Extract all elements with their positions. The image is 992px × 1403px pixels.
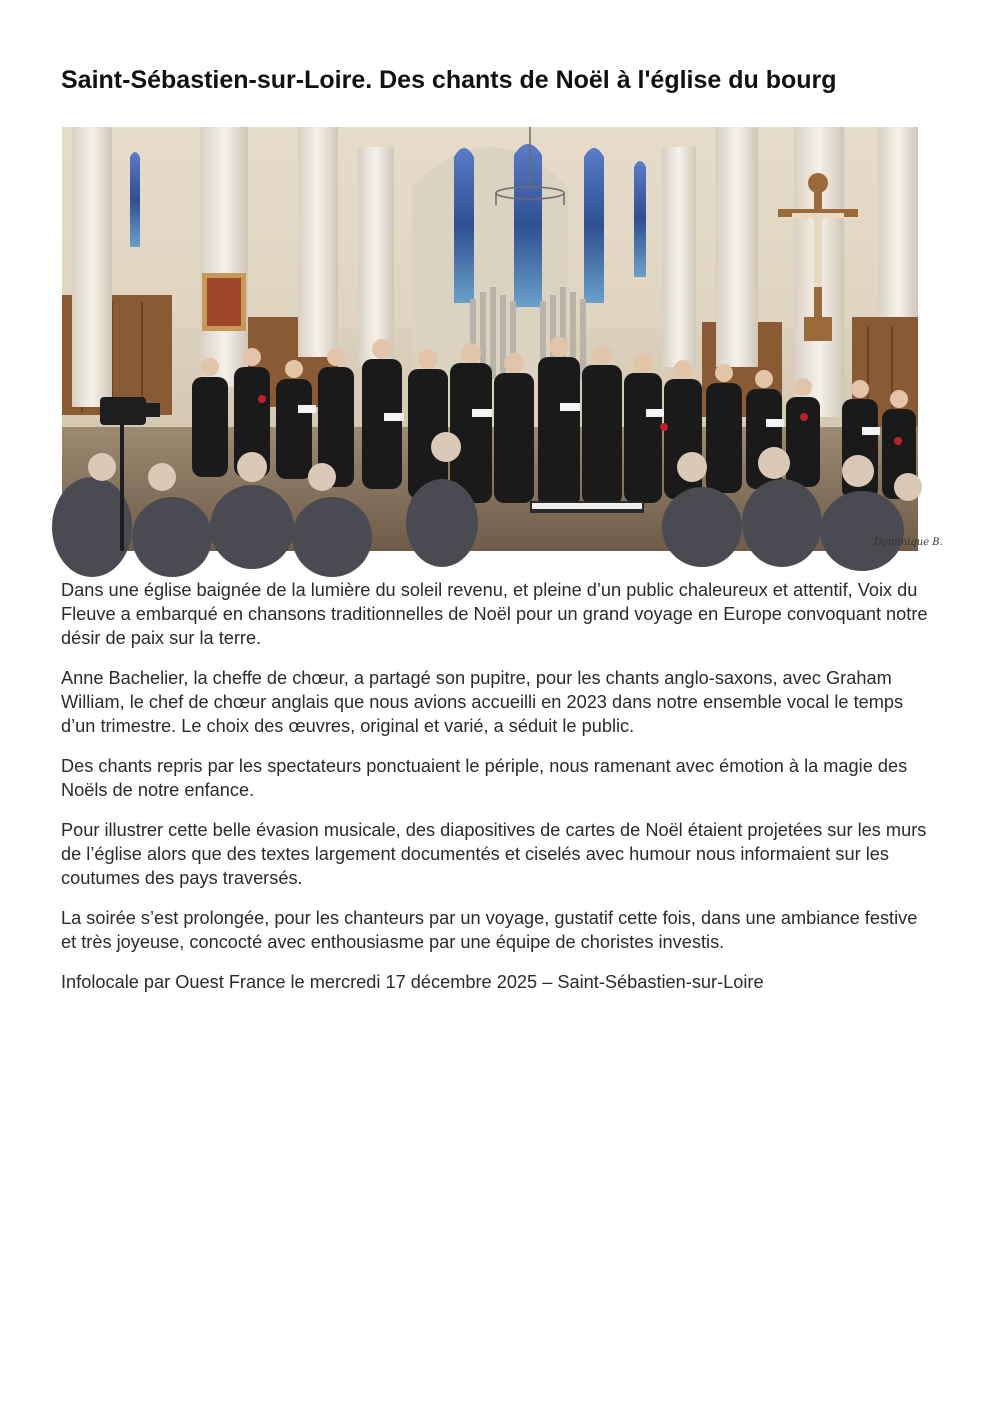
source-line: Infolocale par Ouest France le mercredi 17 décembre 2025 – Saint-Sébastien-sur-Loire xyxy=(61,972,764,992)
paragraph: Des chants repris par les spectateurs ponctuaient le périple, nous ramenant avec émotion à la magie des Noëls de notre enfance. xyxy=(61,756,908,800)
paragraph: La soirée s’est prolongée, pour les chanteurs par un voyage, gustatif cette fois, dans une ambiance festive et très joyeuse, concocté avec enthousiasme par une équipe de choristes investis. xyxy=(61,908,918,952)
pillar xyxy=(716,127,758,367)
pillar xyxy=(72,127,112,407)
paragraph: Dans une église baignée de la lumière du soleil revenu, et pleine d’un public chaleureux et attentif, Voix du Fleuve a embarqué en chansons traditionnelles de Noël pour un grand voyage en Europe convoquant notre désir de paix sur la terre. xyxy=(61,580,928,648)
pillar xyxy=(200,127,248,387)
paragraph: Anne Bachelier, la cheffe de chœur, a partagé son pupitre, pour les chants anglo-saxons, avec Graham William, le chef de chœur anglais que nous avions accueilli en 2023 dans notre ensemble vocal le temps d’un trimestre. Le choix des œuvres, original et varié, a séduit le public. xyxy=(61,668,904,736)
pillar xyxy=(298,127,338,357)
stained-glass-right xyxy=(584,148,604,303)
article-title: Saint-Sébastien-sur-Loire. Des chants de Noël à l'église du bourg xyxy=(61,66,837,94)
stained-glass-left xyxy=(454,148,474,303)
article-body xyxy=(61,578,931,1010)
church-choir-illustration xyxy=(62,127,943,551)
paragraph: Pour illustrer cette belle évasion musicale, des diapositives de cartes de Noël étaient projetées sur les murs de l’église alors que des textes largement documentés et ciselés avec humour nous informaient sur les coutumes des pays traversés. xyxy=(61,820,927,888)
choir-concert-photo xyxy=(62,127,943,551)
stained-glass-center xyxy=(514,144,542,307)
photo-credit: Dominique B. xyxy=(874,537,943,548)
